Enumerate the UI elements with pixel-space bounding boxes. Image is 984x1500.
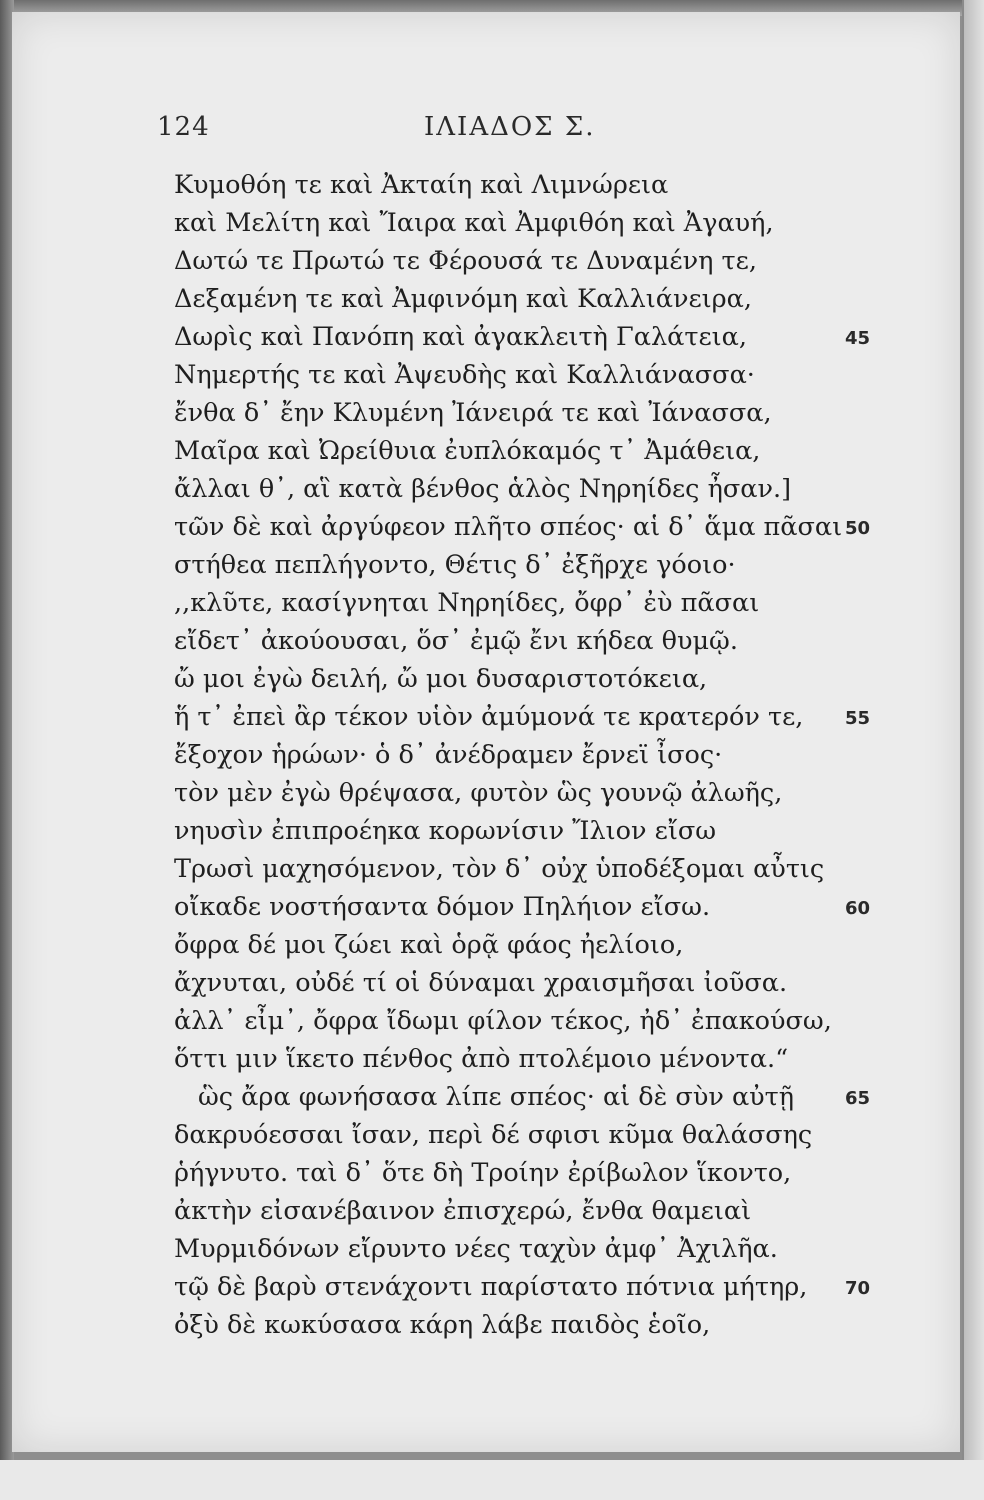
scan-bottom-edge — [0, 1460, 984, 1500]
verse-block — [12, 12, 960, 1452]
verse-line: ἔξοχον ἡρώων· ὁ δ᾽ ἀνέδραμεν ἔρνεϊ ἶσος· — [174, 740, 723, 770]
next-page-edge — [962, 0, 984, 1500]
line-number: 60 — [844, 898, 870, 919]
line-number: 65 — [844, 1088, 870, 1109]
line-number: 50 — [844, 518, 870, 539]
verse-line: Μυρμιδόνων εἴρυντο νέες ταχὺν ἀμφ᾽ Ἀχιλῆα. — [174, 1234, 778, 1264]
verse-line: νηυσὶν ἐπιπροέηκα κορωνίσιν Ἴλιον εἴσω — [174, 816, 717, 846]
line-number: 70 — [844, 1278, 870, 1299]
verse-line: ῥήγνυτο. ταὶ δ᾽ ὅτε δὴ Τροίην ἐρίβωλον ἵκοντο, — [174, 1158, 792, 1188]
verse-line: ἔνθα δ᾽ ἔην Κλυμένη Ἰάνειρά τε καὶ Ἰάνασσα, — [174, 398, 772, 428]
verse-line: ἥ τ᾽ ἐπεὶ ἂρ τέκον υἱὸν ἀμύμονά τε κρατερόν τε, — [174, 702, 804, 732]
verse-line: εἴδετ᾽ ἀκούουσαι, ὅσ᾽ ἐμῷ ἔνι κήδεα θυμῷ. — [174, 626, 738, 656]
verse-line: τῷ δὲ βαρὺ στενάχοντι παρίστατο πότνια μήτηρ, — [174, 1272, 808, 1302]
verse-line: Δωρὶς καὶ Πανόπη καὶ ἀγακλειτὴ Γαλάτεια, — [174, 322, 747, 352]
verse-line: ὄφρα δέ μοι ζώει καὶ ὁρᾷ φάος ἠελίοιο, — [174, 930, 684, 960]
verse-line: τῶν δὲ καὶ ἀργύφεον πλῆτο σπέος· αἱ δ᾽ ἅμα πᾶσαι — [174, 512, 843, 542]
verse-line: Δεξαμένη τε καὶ Ἀμφινόμη καὶ Καλλιάνειρα, — [174, 284, 752, 314]
verse-line: καὶ Μελίτη καὶ Ἴαιρα καὶ Ἀμφιθόη καὶ Ἀγαυή, — [174, 208, 774, 238]
verse-line: ὤ μοι ἐγὼ δειλή, ὤ μοι δυσαριστοτόκεια, — [174, 664, 708, 694]
line-number: 45 — [844, 328, 870, 349]
verse-line: ὅττι μιν ἵκετο πένθος ἀπὸ πτολέμοιο μένοντα.“ — [174, 1044, 789, 1074]
verse-line: Δωτώ τε Πρωτώ τε Φέρουσά τε Δυναμένη τε, — [174, 246, 757, 276]
verse-line: ὀξὺ δὲ κωκύσασα κάρη λάβε παιδὸς ἑοῖο, — [174, 1310, 711, 1340]
page-number: 124 — [157, 112, 210, 142]
verse-line: Τρωσὶ μαχησόμενον, τὸν δ᾽ οὐχ ὑποδέξομαι αὖτις — [174, 854, 825, 884]
line-number: 55 — [844, 708, 870, 729]
verse-line: ἀλλ᾽ εἶμ᾽, ὄφρα ἴδωμι φίλον τέκος, ἠδ᾽ ἐπακούσω, — [174, 1006, 832, 1036]
verse-line: ὣς ἄρα φωνήσασα λίπε σπέος· αἱ δὲ σὺν αὐτῇ — [198, 1082, 795, 1112]
verse-line: Νημερτής τε καὶ Ἀψευδὴς καὶ Καλλιάνασσα· — [174, 360, 755, 390]
book-page — [12, 12, 960, 1452]
verse-line: Μαῖρα καὶ Ὠρείθυια ἐυπλόκαμός τ᾽ Ἀμάθεια, — [174, 436, 761, 466]
verse-line: Κυμοθόη τε καὶ Ἀκταίη καὶ Λιμνώρεια — [174, 170, 669, 200]
verse-line: τὸν μὲν ἐγὼ θρέψασα, φυτὸν ὣς γουνῷ ἀλωῆς, — [174, 778, 783, 808]
verse-line: ἄλλαι θ᾽, αἳ κατὰ βένθος ἁλὸς Νηρηίδες ἦσαν.] — [174, 474, 792, 504]
verse-line: ἀκτὴν εἰσανέβαινον ἐπισχερώ, ἔνθα θαμειαὶ — [174, 1196, 752, 1226]
running-head: ΙΛΙΑΔΟΣ Σ. — [424, 112, 596, 142]
verse-line: οἴκαδε νοστήσαντα δόμον Πηλήιον εἴσω. — [174, 892, 711, 922]
verse-line: δακρυόεσσαι ἴσαν, περὶ δέ σφισι κῦμα θαλάσσης — [174, 1120, 813, 1150]
verse-line: ἄχνυται, οὐδέ τί οἱ δύναμαι χραισμῆσαι ἰοῦσα. — [174, 968, 788, 998]
verse-line: ,,κλῦτε, κασίγνηται Νηρηίδες, ὄφρ᾽ ἐὺ πᾶσαι — [174, 588, 760, 618]
verse-line: στήθεα πεπλήγοντο, Θέτις δ᾽ ἐξῆρχε γόοιο· — [174, 550, 736, 580]
